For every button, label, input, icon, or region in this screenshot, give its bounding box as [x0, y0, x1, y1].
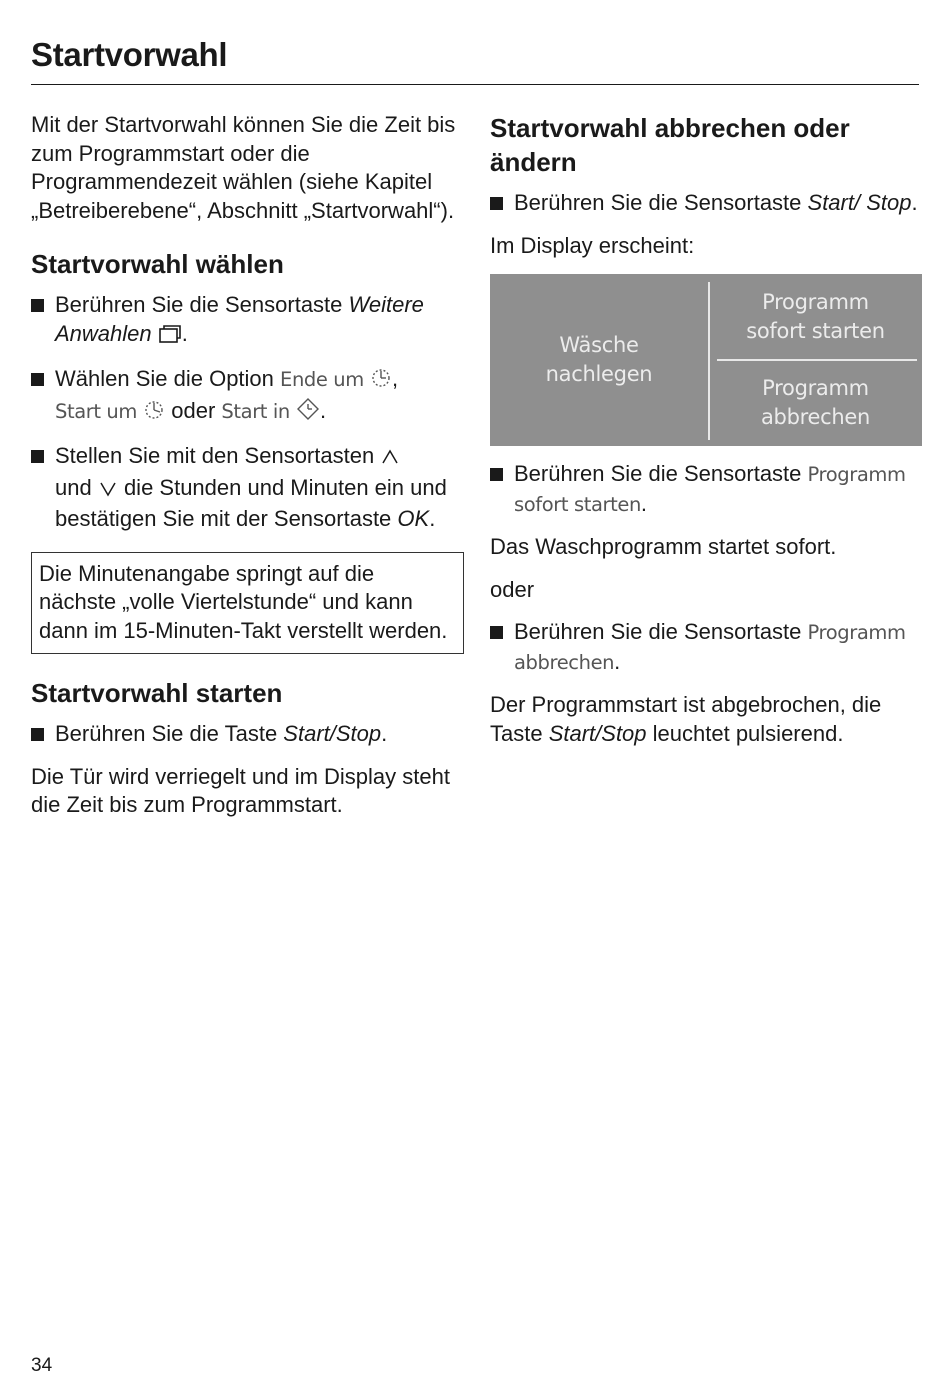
option-start-in: Start in [221, 399, 290, 423]
step-touch-abbrechen: Berühren Sie die Sensortaste Programm abbrechen. [490, 618, 925, 677]
display-button-programm-abbrechen[interactable]: Programm abbrechen [760, 376, 870, 429]
start-time-icon [143, 399, 165, 429]
bullet-icon [490, 468, 503, 481]
window-icon [158, 323, 182, 352]
result-abgebrochen: Der Programmstart ist abgebrochen, die Taste Start/Stop leuchtet pulsierend. [490, 692, 882, 746]
display-divider-horizontal [717, 359, 917, 361]
display-button-programm-sofort-starten[interactable]: Programm sofort starten [746, 290, 885, 343]
step-touch-start-stop: Berühren Sie die Taste Start/Stop. [31, 720, 464, 749]
bullet-icon [31, 450, 44, 463]
intro-paragraph: Mit der Startvorwahl können Sie die Zeit bis zum Programmstart oder die Programmendezeit wählen (siehe Kapitel „Betreiberebene“, Abschnitt „Startvorwahl“). [31, 112, 456, 223]
bullet-icon [31, 728, 44, 741]
step-choose-option: Wählen Sie die Option Ende um , Start um oder Start in . [31, 365, 464, 428]
sensor-key-weitere-anwahlen: Weitere Anwahlen [55, 292, 424, 346]
bullet-icon [490, 626, 503, 639]
left-column [31, 111, 464, 834]
section-heading-abbrechen: Startvorwahl abbrechen oder ändern [490, 113, 850, 177]
option-start-um: Start um [55, 399, 137, 423]
sensor-key-start-stop: Start/ Stop [807, 190, 912, 215]
arrow-up-icon [380, 445, 400, 474]
page-title: Startvorwahl [31, 36, 228, 73]
bullet-icon [31, 299, 44, 312]
key-start-stop-right: Start/Stop [548, 720, 647, 746]
step-touch-sofort-starten: Berühren Sie die Sensortaste Programm sofort starten. [490, 460, 925, 519]
display-key-sofort-starten: Programm sofort starten [514, 463, 906, 516]
step-touch-start-stop-right: Berühren Sie die Sensortaste Start/ Stop. [490, 189, 925, 218]
result-paragraph-starten: Die Tür wird verriegelt und im Display steht die Zeit bis zum Programmstart. [31, 763, 450, 817]
step-sensor-weitere-anwahlen: Berühren Sie die Sensortaste Weitere Anwahlen . [31, 291, 464, 351]
bullet-icon [490, 197, 503, 210]
section-heading-starten: Startvorwahl starten [31, 678, 283, 708]
end-time-icon [370, 367, 392, 397]
sensor-key-ok: OK [397, 506, 430, 531]
display-button-waesche-nachlegen[interactable]: Wäsche nachlegen [545, 333, 653, 386]
oder-text: oder [490, 576, 535, 602]
note-box: Die Minutenangabe springt auf die nächste „volle Viertelstunde“ und kann dann im 15-Minuten-Takt verstellt werden. [31, 552, 464, 655]
start-in-icon [296, 397, 320, 429]
display-key-abbrechen: Programm abbrechen [514, 621, 906, 674]
display-intro: Im Display erscheint: [490, 232, 695, 258]
result-sofort: Das Waschprogramm startet sofort. [490, 534, 837, 559]
step-set-time: Stellen Sie mit den Sensortasten und die Stunden und Minuten ein und bestätigen Sie mit der Sensortaste OK. [31, 442, 464, 534]
bullet-icon [31, 373, 44, 386]
display-panel [490, 274, 922, 446]
right-column [490, 111, 925, 762]
title-divider [31, 84, 919, 85]
key-start-stop: Start/Stop [283, 721, 382, 746]
section-heading-waehlen: Startvorwahl wählen [31, 249, 284, 279]
page-number: 34 [31, 1355, 53, 1376]
arrow-down-icon [98, 477, 118, 506]
option-ende-um: Ende um [280, 368, 364, 391]
